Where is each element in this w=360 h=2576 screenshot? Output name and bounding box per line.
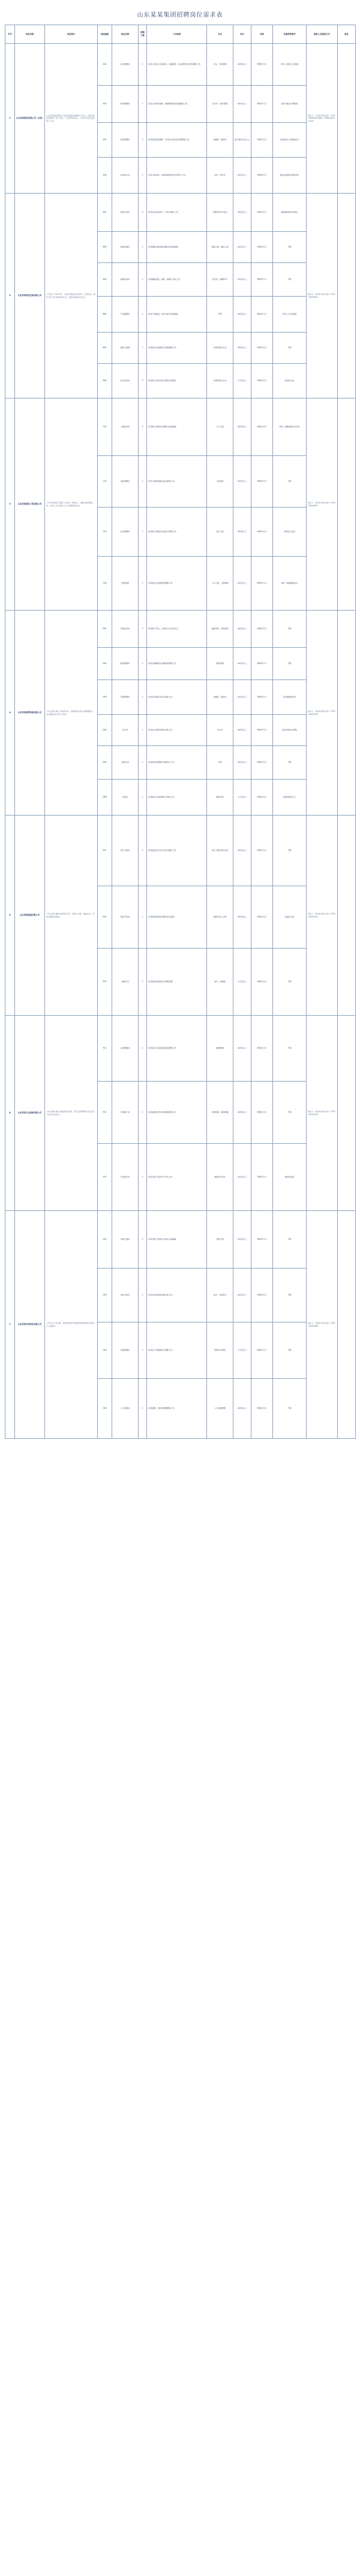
- table-header-row: [5, 25, 356, 44]
- major: 计算机相关专业: [207, 364, 233, 398]
- major: 会计学、财务管理: [207, 86, 233, 123]
- job-duty: 负责场站设备巡检与故障处理。: [147, 949, 207, 1016]
- age-limit: 35周岁以下: [251, 333, 273, 364]
- major: 视觉传达设计: [207, 1144, 233, 1211]
- position-title: 电气工程岗: [112, 816, 139, 886]
- other-qualification: 不限: [273, 1082, 307, 1144]
- major: 安全工程: [207, 508, 233, 557]
- position-title: 数据分析岗: [112, 263, 139, 297]
- position-title: 文创设计岗: [112, 1144, 139, 1211]
- position-title: 市场推广岗: [112, 1082, 139, 1144]
- other-qualification: 3年以上产品经验: [273, 297, 307, 333]
- education: 本科及以上: [233, 297, 251, 333]
- job-duty: 负责公司财务核算、预算管理及报表编制等工作。: [147, 86, 207, 123]
- education: 本科及以上: [233, 263, 251, 297]
- headcount: 2: [139, 364, 147, 398]
- age-limit: 35周岁以下: [251, 1211, 273, 1269]
- major: 金融学、经济学: [207, 123, 233, 158]
- position-title: 贸易业务岗: [112, 611, 139, 648]
- education: 本科及以上: [233, 648, 251, 680]
- other-qualification: 具有一级建造师证书: [273, 557, 307, 611]
- age-limit: 40周岁以下: [251, 1322, 273, 1379]
- unit-name: 山东某某集团有限公司（本部）: [15, 44, 45, 194]
- group-number: 3: [5, 398, 15, 611]
- position-code: F01: [98, 1016, 112, 1082]
- other-qualification: 能适应出差: [273, 364, 307, 398]
- position-code: D03: [98, 680, 112, 715]
- headcount: 1: [139, 1379, 147, 1439]
- job-duty: 负责网络设备及服务器日常运维管理。: [147, 232, 207, 263]
- job-duty: 负责供应商管理与采购执行工作。: [147, 746, 207, 780]
- position-title: 软件开发岗: [112, 194, 139, 232]
- education: 本科及以上: [233, 194, 251, 232]
- position-title: 测试工程师: [112, 333, 139, 364]
- position-code: F02: [98, 1082, 112, 1144]
- page-title: 山东某某集团招聘岗位需求表: [137, 12, 223, 19]
- group-number: 2: [5, 194, 15, 398]
- table-row: [5, 194, 356, 232]
- position-code: G03: [98, 1322, 112, 1379]
- education: 本科及以上: [233, 1379, 251, 1439]
- group-number: 1: [5, 44, 15, 194]
- job-duty: 负责客户开发、合同签订及业务执行。: [147, 611, 207, 648]
- headcount: 1: [139, 1082, 147, 1144]
- education: 本科及以上: [233, 816, 251, 886]
- position-code: B03: [98, 263, 112, 297]
- other-qualification: 不限: [273, 1211, 307, 1269]
- position-title: 财务管理岗: [112, 86, 139, 123]
- headcount: 1: [139, 333, 147, 364]
- age-limit: 35周岁以下: [251, 86, 273, 123]
- headcount: 1: [139, 456, 147, 508]
- position-code: G02: [98, 1269, 112, 1322]
- major: 土木工程、工程管理: [207, 557, 233, 611]
- education: 大专及以上: [233, 364, 251, 398]
- recruitment-table: [5, 25, 356, 1439]
- position-code: F03: [98, 1144, 112, 1211]
- position-code: D02: [98, 648, 112, 680]
- education: 本科及以上: [233, 886, 251, 949]
- headcount: 1: [139, 44, 147, 86]
- education: 本科及以上: [233, 456, 251, 508]
- other-qualification: 能适应出差: [273, 886, 307, 949]
- headcount: 2: [139, 611, 147, 648]
- job-duty: 负责合同审查、法律风险防控及内部审计工作。: [147, 158, 207, 194]
- age-limit: 35周岁以下: [251, 456, 273, 508]
- group-number: 6: [5, 1016, 15, 1211]
- other-qualification: 具有二级建造师证书优先: [273, 398, 307, 456]
- position-code: E03: [98, 949, 112, 1016]
- age-limit: 35周岁以下: [251, 44, 273, 86]
- education: 本科及以上: [233, 508, 251, 557]
- group-number: 7: [5, 1211, 15, 1439]
- job-duty: 负责业务系统设计、开发与维护工作。: [147, 194, 207, 232]
- remark: [338, 398, 356, 611]
- major: 会计学: [207, 715, 233, 746]
- education: 硕士研究生及以上: [233, 123, 251, 158]
- education: 本科及以上: [233, 680, 251, 715]
- job-duty: 负责新能源项目前期开发与报批。: [147, 886, 207, 949]
- education: 本科及以上: [233, 1082, 251, 1144]
- table-row: [5, 816, 356, 886]
- remark: [338, 1211, 356, 1439]
- education: 本科及以上: [233, 1144, 251, 1211]
- position-code: D05: [98, 746, 112, 780]
- column-header: 年龄: [251, 25, 273, 44]
- age-limit: 35周岁以下: [251, 158, 273, 194]
- headcount: 1: [139, 232, 147, 263]
- position-code: C03: [98, 508, 112, 557]
- job-duty: 负责生产设备维护与管理工作。: [147, 1322, 207, 1379]
- table-row: [5, 1211, 356, 1269]
- job-duty: 负责品牌宣传及市场营销策划工作。: [147, 1082, 207, 1144]
- table-body: [5, 44, 356, 1439]
- remark: [338, 194, 356, 398]
- position-code: C04: [98, 557, 112, 611]
- other-qualification: 具有安全员证: [273, 508, 307, 557]
- headcount: 1: [139, 680, 147, 715]
- major: 不限: [207, 746, 233, 780]
- education: 本科及以上: [233, 1211, 251, 1269]
- major: 国际贸易、市场营销: [207, 611, 233, 648]
- position-code: D01: [98, 611, 112, 648]
- age-limit: 45周岁以下: [251, 557, 273, 611]
- job-duty: 负责会计核算及税务申报工作。: [147, 715, 207, 746]
- job-duty: 负责项目投资调研、可行性分析及投后管理等工作。: [147, 123, 207, 158]
- other-qualification: 不限: [273, 232, 307, 263]
- age-limit: 35周岁以下: [251, 398, 273, 456]
- position-title: 项目经理: [112, 557, 139, 611]
- major: 土木工程: [207, 398, 233, 456]
- age-limit: 35周岁以下: [251, 1379, 273, 1439]
- unit-intro: 公司专注于水处理、固废处置及环境监测等领域的技术研发与工程服务。: [45, 1211, 98, 1439]
- position-title: 化验分析岗: [112, 1269, 139, 1322]
- education: 大专及以上: [233, 949, 251, 1016]
- major: 金融学、经济学: [207, 680, 233, 715]
- column-header: 其他资格条件: [273, 25, 307, 44]
- other-qualification: 通过法律职业资格考试: [273, 158, 307, 194]
- major: 统计学、数据科学: [207, 263, 233, 297]
- contact-info: 联系人：李老师 联系电话：0531-00000001: [307, 194, 338, 398]
- major: 市场营销、新闻传播: [207, 1082, 233, 1144]
- remark: [338, 816, 356, 1016]
- education: 大专及以上: [233, 1322, 251, 1379]
- major: 计算机科学与技术: [207, 194, 233, 232]
- job-duty: 负责电站电气设计及运行维护工作。: [147, 816, 207, 886]
- position-code: B05: [98, 333, 112, 364]
- job-duty: 负责仓储调度及运输组织管理工作。: [147, 648, 207, 680]
- position-code: E01: [98, 816, 112, 886]
- major: 法学、审计学: [207, 158, 233, 194]
- unit-name: 山东某某商贸物流有限公司: [15, 611, 45, 816]
- education: 大专及以上: [233, 780, 251, 816]
- position-title: 采购专员: [112, 746, 139, 780]
- other-qualification: 不限: [273, 816, 307, 886]
- headcount: 1: [139, 557, 147, 611]
- headcount: 1: [139, 508, 147, 557]
- unit-name: 山东某某科技发展有限公司: [15, 194, 45, 398]
- age-limit: 35周岁以下: [251, 949, 273, 1016]
- headcount: 1: [139, 886, 147, 949]
- education: 本科及以上: [233, 158, 251, 194]
- contact-info: 联系人：赵老师 联系电话：0531-00000005: [307, 1016, 338, 1211]
- education: 本科及以上: [233, 557, 251, 611]
- headcount: 1: [139, 746, 147, 780]
- major: 环境工程: [207, 1211, 233, 1269]
- column-header: 备注: [338, 25, 356, 44]
- job-duty: 负责客户技术咨询与现场支持服务。: [147, 364, 207, 398]
- table-row: [5, 611, 356, 648]
- major: 化学、应用化学: [207, 1269, 233, 1322]
- education: 本科及以上: [233, 44, 251, 86]
- other-qualification: 不限: [273, 648, 307, 680]
- headcount: 1: [139, 158, 147, 194]
- remark: [338, 1016, 356, 1211]
- position-title: 工程技术岗: [112, 398, 139, 456]
- education: 本科及以上: [233, 86, 251, 123]
- other-qualification: 有投资类工作经验优先: [273, 123, 307, 158]
- headcount: 1: [139, 263, 147, 297]
- other-qualification: 不限: [273, 1322, 307, 1379]
- group-number: 4: [5, 611, 15, 816]
- column-header: 联系人及联系方式: [307, 25, 338, 44]
- major: 工程造价: [207, 456, 233, 508]
- position-code: A03: [98, 123, 112, 158]
- position-code: G04: [98, 1379, 112, 1439]
- education: 本科及以上: [233, 715, 251, 746]
- age-limit: 35周岁以下: [251, 648, 273, 680]
- job-duty: 负责景区日常运营及服务管理工作。: [147, 1016, 207, 1082]
- column-header: 岗位名称: [112, 25, 139, 44]
- job-duty: 负责施工现场安全检查与管理工作。: [147, 508, 207, 557]
- age-limit: 35周岁以下: [251, 1082, 273, 1144]
- contact-info: 联系人：刘老师 联系电话：0531-00000003: [307, 611, 338, 816]
- position-title: 单证员: [112, 780, 139, 816]
- job-duty: 负责工程预结算及成本控制工作。: [147, 456, 207, 508]
- major: 国际贸易: [207, 780, 233, 816]
- unit-name: 山东某某能源有限公司: [15, 816, 45, 1016]
- position-title: 会计岗: [112, 715, 139, 746]
- major: 人力资源管理: [207, 1379, 233, 1439]
- major: 机械设计制造: [207, 1322, 233, 1379]
- position-title: 投资管理岗: [112, 123, 139, 158]
- headcount: 1: [139, 86, 147, 123]
- unit-name: 山东某某环保科技有限公司: [15, 1211, 45, 1439]
- position-title: 综合管理岗: [112, 44, 139, 86]
- major: 网络工程、通信工程: [207, 232, 233, 263]
- age-limit: 40周岁以下: [251, 297, 273, 333]
- job-duty: 负责公司综合行政事务，文稿起草、会议组织及内外协调等工作。: [147, 44, 207, 86]
- unit-intro: 公司成立于2010年，主要从事信息技术研发、系统集成、软件开发与技术服务等业务，是国家高新技术企业。: [45, 194, 98, 398]
- unit-name: 山东某某文化旅游有限公司: [15, 1016, 45, 1211]
- contact-info: 联系人：张老师 联系电话：0531-00000002: [307, 398, 338, 611]
- major: 不限: [207, 297, 233, 333]
- major: 电气工程及其自动化: [207, 816, 233, 886]
- position-code: A01: [98, 44, 112, 86]
- major: 中文、行政管理: [207, 44, 233, 86]
- position-title: 人力资源岗: [112, 1379, 139, 1439]
- unit-intro: 山东某某集团有限公司是省属国有重要骨干企业，主要从事投资管理、资产运营、产业培育等业务，下设多家全资及控股子公司。: [45, 44, 98, 194]
- position-code: C01: [98, 398, 112, 456]
- other-qualification: 不限: [273, 746, 307, 780]
- column-header: 单位名称: [15, 25, 45, 44]
- position-title: 运营管理岗: [112, 1016, 139, 1082]
- age-limit: 40周岁以下: [251, 508, 273, 557]
- column-header: 工作职责: [147, 25, 207, 44]
- table-row: [5, 398, 356, 456]
- position-code: E02: [98, 886, 112, 949]
- position-title: 法务审计岗: [112, 158, 139, 194]
- job-duty: 负责文创产品设计与开发工作。: [147, 1144, 207, 1211]
- age-limit: 35周岁以下: [251, 232, 273, 263]
- education: 本科及以上: [233, 232, 251, 263]
- unit-intro: 公司主要从事文化旅游项目投资、景区运营管理及文化创意产品开发等业务。: [45, 1016, 98, 1211]
- job-duty: 负责招聘、培训及绩效管理工作。: [147, 1379, 207, 1439]
- major: 旅游管理: [207, 1016, 233, 1082]
- education: 本科及以上: [233, 746, 251, 780]
- other-qualification: 不限: [273, 1269, 307, 1322]
- position-title: 项目开发岗: [112, 886, 139, 949]
- other-qualification: 3年以上相关工作经验: [273, 44, 307, 86]
- other-qualification: 具有初级会计职称: [273, 715, 307, 746]
- unit-name: 山东某某建设工程有限公司: [15, 398, 45, 611]
- position-code: A04: [98, 158, 112, 194]
- education: 本科及以上: [233, 1269, 251, 1322]
- age-limit: 35周岁以下: [251, 886, 273, 949]
- age-limit: 35周岁以下: [251, 263, 273, 297]
- headcount: 2: [139, 123, 147, 158]
- headcount: 2: [139, 816, 147, 886]
- position-title: 技术支持岗: [112, 364, 139, 398]
- age-limit: 35周岁以下: [251, 1269, 273, 1322]
- position-code: C02: [98, 456, 112, 508]
- table-row: [5, 44, 356, 86]
- job-duty: 负责软件功能测试与质量保障工作。: [147, 333, 207, 364]
- other-qualification: 不限: [273, 611, 307, 648]
- position-code: B04: [98, 297, 112, 333]
- position-title: 产品经理岗: [112, 297, 139, 333]
- other-qualification: 不限: [273, 456, 307, 508]
- headcount: 2: [139, 1211, 147, 1269]
- column-header: 岗位编码: [98, 25, 112, 44]
- major: 能源与动力工程: [207, 886, 233, 949]
- other-qualification: 有风控经验优先: [273, 680, 307, 715]
- position-code: A02: [98, 86, 112, 123]
- group-number: 5: [5, 816, 15, 1016]
- position-title: 设备管理岗: [112, 1322, 139, 1379]
- education: 本科及以上: [233, 611, 251, 648]
- position-code: D06: [98, 780, 112, 816]
- age-limit: 35周岁以下: [251, 123, 273, 158]
- position-title: 安全管理岗: [112, 508, 139, 557]
- headcount: 2: [139, 194, 147, 232]
- age-limit: 35周岁以下: [251, 611, 273, 648]
- age-limit: 35周岁以下: [251, 194, 273, 232]
- position-code: B02: [98, 232, 112, 263]
- job-duty: 负责环保工程设计与技术方案编制。: [147, 1211, 207, 1269]
- headcount: 1: [139, 1322, 147, 1379]
- job-duty: 负责产品规划、需求分析与项目推进。: [147, 297, 207, 333]
- column-header: 学历: [233, 25, 251, 44]
- other-qualification: 不限: [273, 1016, 307, 1082]
- unit-intro: 公司主要从事新能源项目开发、建设与运营，涵盖光伏、风电及储能等领域。: [45, 816, 98, 1016]
- headcount: 1: [139, 1269, 147, 1322]
- unit-intro: 公司具有建筑工程施工总承包一级资质，主要从事房屋建筑、市政公用工程施工及工程管理等业务。: [45, 398, 98, 611]
- unit-intro: 公司主要从事大宗商品贸易、仓储物流及供应链管理服务，业务覆盖省内外多个地区。: [45, 611, 98, 816]
- position-title: 网络运维岗: [112, 232, 139, 263]
- position-code: D04: [98, 715, 112, 746]
- education: 本科及以上: [233, 398, 251, 456]
- job-duty: 负责进出口单证制作与审核工作。: [147, 780, 207, 816]
- major: 电气、机械类: [207, 949, 233, 1016]
- job-duty: 负责施工现场技术管理与质量控制。: [147, 398, 207, 456]
- headcount: 1: [139, 1144, 147, 1211]
- other-qualification: 提供作品集: [273, 1144, 307, 1211]
- position-code: B06: [98, 364, 112, 398]
- column-header: 专业: [207, 25, 233, 44]
- contact-info: 联系人：孙老师 联系电话：0531-00000006: [307, 1211, 338, 1439]
- other-qualification: 不限: [273, 333, 307, 364]
- column-header: 序号: [5, 25, 15, 44]
- headcount: 2: [139, 949, 147, 1016]
- education: 本科及以上: [233, 333, 251, 364]
- major: 计算机相关专业: [207, 333, 233, 364]
- headcount: 1: [139, 780, 147, 816]
- other-qualification: 不限: [273, 949, 307, 1016]
- position-code: G01: [98, 1211, 112, 1269]
- major: 物流管理: [207, 648, 233, 680]
- remark: [338, 44, 356, 194]
- job-duty: 负责项目全过程组织管理工作。: [147, 557, 207, 611]
- job-duty: 负责业务风险评估与监控工作。: [147, 680, 207, 715]
- position-title: 造价管理岗: [112, 456, 139, 508]
- age-limit: 35周岁以下: [251, 364, 273, 398]
- age-limit: 35周岁以下: [251, 680, 273, 715]
- contact-info: 联系人：陈老师 联系电话：0531-00000004: [307, 816, 338, 1016]
- other-qualification: 不限: [273, 1379, 307, 1439]
- other-qualification: 熟悉Java等开发语言: [273, 194, 307, 232]
- position-title: 风控管理岗: [112, 680, 139, 715]
- other-qualification: 英语四级及以上: [273, 780, 307, 816]
- contact-info: 联系人：王老师 联系电话：0531-00000000 邮箱：hr@example.com: [307, 44, 338, 194]
- remark: [338, 611, 356, 816]
- age-limit: 35周岁以下: [251, 1144, 273, 1211]
- other-qualification: 不限: [273, 263, 307, 297]
- table-row: [5, 1016, 356, 1082]
- job-duty: 负责水质及样品检测分析工作。: [147, 1269, 207, 1322]
- column-header: 单位简介: [45, 25, 98, 44]
- position-title: 物流管理岗: [112, 648, 139, 680]
- headcount: 1: [139, 648, 147, 680]
- age-limit: 35周岁以下: [251, 1016, 273, 1082]
- age-limit: 35周岁以下: [251, 780, 273, 816]
- column-header: 招聘人数: [139, 25, 147, 44]
- job-duty: 负责数据采集、清洗、建模与分析工作。: [147, 263, 207, 297]
- headcount: 1: [139, 297, 147, 333]
- headcount: 1: [139, 715, 147, 746]
- education: 本科及以上: [233, 1016, 251, 1082]
- headcount: 3: [139, 398, 147, 456]
- headcount: 1: [139, 1016, 147, 1082]
- age-limit: 35周岁以下: [251, 715, 273, 746]
- age-limit: 35周岁以下: [251, 816, 273, 886]
- position-title: 环境工程岗: [112, 1211, 139, 1269]
- position-code: B01: [98, 194, 112, 232]
- age-limit: 35周岁以下: [251, 746, 273, 780]
- position-title: 运维专员: [112, 949, 139, 1016]
- other-qualification: 具有中级会计师职称: [273, 86, 307, 123]
